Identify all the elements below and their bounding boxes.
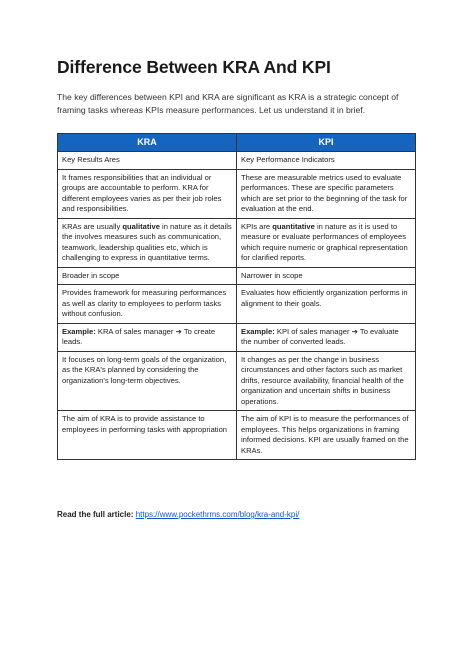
kra-cell (58, 169, 237, 218)
article-link[interactable]: https://www.pockethrms.com/blog/kra-and-kpi/ (135, 510, 300, 519)
cell-text: These are measurable metrics used to evaluate performances. These are specific parameters which are set prior to the beginning of the task for evaluation at the end. (241, 172, 408, 213)
kpi-cell (237, 169, 416, 218)
bold-text: Example: (241, 326, 275, 336)
bold-text: quantitative (272, 221, 315, 231)
cell-text: It frames responsibilities that an individual or groups are accountable to perform. KRA for different employees varies as per their job roles and responsibilities. (62, 172, 222, 213)
comparison-table (57, 133, 416, 460)
footer-note (57, 510, 299, 519)
bold-text: qualitative (122, 221, 160, 231)
kpi-cell (237, 411, 416, 460)
table-row (58, 285, 416, 324)
cell-text: It focuses on long-term goals of the organization, as the KRA's planned by considering the organization's long-term objectives. (62, 354, 227, 385)
cell-text: The aim of KRA is to provide assistance to employees in performing tasks with appropriation (62, 414, 228, 434)
kpi-cell (237, 218, 416, 267)
cell-text: The aim of KPI is to measure the performances of employees. This helps organizations in framing informed decisions. KPI are usually framed on the KRAs. (241, 414, 409, 455)
cell-text: KPI of sales manager ➔ To evaluate the number of converted leads. (241, 326, 399, 346)
table-body (58, 152, 416, 460)
cell-text: KRA of sales manager ➔ To create leads. (62, 326, 216, 346)
header-kra: KRA (58, 134, 237, 152)
kpi-cell (237, 285, 416, 324)
table-row (58, 152, 416, 170)
header-kpi: KPI (237, 134, 416, 152)
table-row (58, 411, 416, 460)
cell-text: Key Results Ares (62, 155, 120, 164)
cell-text: Broader in scope (62, 270, 120, 280)
footer-label: Read the full article: (57, 510, 134, 519)
cell-text: in nature as it is used to measure or evaluate performances of employees which require numeric or graphical representation for clarified reports. (241, 221, 408, 262)
cell-text: Provides framework for measuring performances as well as clarity to employees to perform tasks without confusion. (62, 288, 227, 318)
cell-text: Evaluates how efficiently organization performs in alignment to their goals. (241, 288, 408, 308)
kra-cell (58, 218, 237, 267)
table-row (58, 323, 416, 351)
table-row (58, 267, 416, 285)
kpi-cell (237, 351, 416, 411)
bold-text: Example: (62, 326, 96, 336)
table-header-row (58, 134, 416, 152)
page-title: Difference Between KRA And KPI (57, 57, 331, 77)
kra-cell (58, 267, 237, 285)
intro-paragraph: The key differences between KPI and KRA are significant as KRA is a strategic concept of framing tasks whereas KPIs measure performances. Let us understand it in brief. (57, 92, 399, 116)
cell-text: Key Performance Indicators (241, 155, 335, 164)
kra-cell (58, 323, 237, 351)
kpi-cell (237, 267, 416, 285)
cell-text: Narrower in scope (241, 270, 303, 280)
kra-cell (58, 152, 237, 170)
kpi-cell (237, 323, 416, 351)
table-row (58, 351, 416, 411)
kra-cell (58, 351, 237, 411)
table-row (58, 218, 416, 267)
kra-cell (58, 285, 237, 324)
cell-text: in nature as it details the involves measures such as communication, teamwork, leadership qualities etc, which is challenging to express in quantitative terms. (62, 221, 232, 262)
table-row (58, 169, 416, 218)
kra-cell (58, 411, 237, 460)
kpi-cell (237, 152, 416, 170)
cell-text: It changes as per the change in business circumstances and other factors such as market drifts, resource availability, financial health of the organization and uncertain shifts in business operations. (241, 354, 404, 406)
cell-text: KRAs are usually (62, 221, 123, 231)
cell-text: KPIs are (241, 221, 273, 231)
